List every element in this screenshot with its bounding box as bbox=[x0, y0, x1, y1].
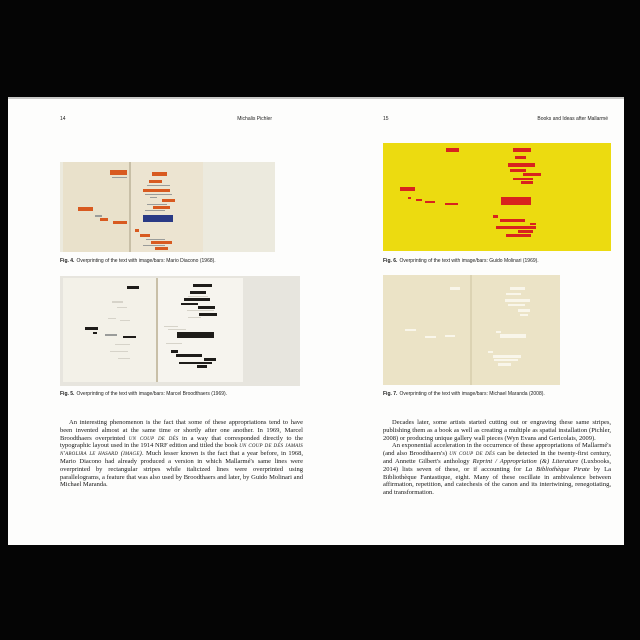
book-spread bbox=[8, 97, 624, 545]
art-bar bbox=[506, 234, 531, 237]
art-bar bbox=[445, 335, 455, 337]
art-bar bbox=[518, 230, 533, 233]
art-bar bbox=[177, 332, 214, 338]
art-bar bbox=[470, 275, 472, 385]
art-bar bbox=[193, 284, 212, 287]
art-bar bbox=[416, 199, 422, 201]
art-bar bbox=[188, 296, 208, 297]
art-bar bbox=[506, 293, 521, 295]
art-bar bbox=[188, 317, 201, 318]
art-bar bbox=[145, 194, 172, 195]
art-bar bbox=[95, 215, 102, 217]
art-bar bbox=[496, 226, 536, 229]
art-bar bbox=[530, 223, 536, 226]
body-paragraph: An interesting phenomenon is the fact that some of these appropriations tend to have been invented almost at the same time or shortly after one another. In 1969, Marcel Broodthaers overprinted un coup de dés in a way that corresponded directly to the typographic layout used in the 1914 NRF edition and titled the book un coup de dés jamais n'abolira le hasard (image). Much lesser known is the fact that a year before, in 1968, Mario Diacono had already produced a version in which Mallarmé's same lines were overprinted by rectangular stripes while italicized lines were overprinted using parallelograms, a feature that was also used by Broodthaers and later, by Guido Molinari and Michael Maranda. bbox=[60, 419, 304, 489]
figure-4-caption-text: Overprinting of the text with image/bars: Mario Diacono (1968). bbox=[76, 258, 216, 264]
figure-6-caption-text: Overprinting of the text with image/bars: Guido Molinari (1969). bbox=[399, 258, 539, 264]
art-bar bbox=[425, 201, 435, 203]
art-bar bbox=[501, 197, 531, 205]
art-bar bbox=[510, 287, 525, 290]
art-bar bbox=[494, 359, 518, 361]
right-page-folio: 15 bbox=[383, 116, 389, 122]
right-page-body-text bbox=[383, 419, 611, 497]
art-bar bbox=[181, 303, 198, 305]
art-bar bbox=[63, 278, 156, 382]
art-bar bbox=[162, 199, 175, 202]
figure-7-caption-text: Overprinting of the text with image/bars: Michael Maranda (2008). bbox=[399, 391, 545, 397]
art-bar bbox=[115, 344, 130, 345]
art-bar bbox=[500, 334, 526, 338]
art-bar bbox=[112, 301, 123, 303]
art-bar bbox=[113, 221, 127, 224]
art-bar bbox=[513, 178, 533, 180]
art-bar bbox=[147, 204, 167, 205]
art-bar bbox=[518, 309, 530, 312]
art-bar bbox=[112, 177, 127, 178]
art-bar bbox=[190, 291, 206, 294]
art-bar bbox=[164, 326, 178, 327]
art-bar bbox=[166, 343, 182, 344]
black-letterbox-top bbox=[0, 0, 640, 97]
figure-7-caption bbox=[383, 391, 545, 397]
art-bar bbox=[129, 162, 131, 252]
art-bar bbox=[493, 215, 498, 218]
figure-6-molinari-image bbox=[383, 143, 611, 251]
art-bar bbox=[168, 329, 186, 330]
art-bar bbox=[93, 332, 97, 334]
art-bar bbox=[156, 278, 158, 382]
art-bar bbox=[187, 310, 214, 311]
art-bar bbox=[100, 218, 108, 221]
art-bar bbox=[147, 185, 170, 186]
art-bar bbox=[143, 215, 173, 222]
art-bar bbox=[198, 306, 215, 309]
art-bar bbox=[445, 203, 458, 205]
art-bar bbox=[176, 354, 202, 357]
art-bar bbox=[521, 181, 533, 184]
art-bar bbox=[496, 331, 501, 333]
art-bar bbox=[425, 336, 436, 338]
art-bar bbox=[145, 210, 165, 211]
art-bar bbox=[171, 350, 178, 353]
figure-4-label: Fig. 4. bbox=[60, 258, 75, 264]
art-bar bbox=[118, 358, 130, 359]
art-bar bbox=[110, 351, 128, 352]
art-bar bbox=[500, 219, 525, 222]
art-bar bbox=[405, 329, 416, 331]
art-bar bbox=[155, 247, 168, 250]
figure-5-caption bbox=[60, 391, 227, 397]
art-bar bbox=[204, 358, 216, 361]
left-running-head: Michalis Pichler bbox=[237, 116, 272, 122]
art-bar bbox=[197, 365, 207, 368]
art-bar bbox=[179, 362, 212, 364]
art-bar bbox=[508, 163, 535, 167]
art-bar bbox=[149, 180, 162, 183]
art-bar bbox=[488, 351, 493, 353]
art-bar bbox=[78, 207, 93, 211]
art-bar bbox=[146, 239, 165, 240]
art-bar bbox=[450, 287, 460, 290]
art-bar bbox=[105, 334, 117, 336]
art-bar bbox=[151, 241, 172, 244]
figure-5-broodthaers-image bbox=[60, 276, 300, 386]
body-paragraph: Decades later, some artists started cutting out or engraving these same stripes, publishing them as a book as well as creating a multiple as spatial installation (Pichler, 2008) or producing unique gallery wall pieces (Wyn Evans and Gericolais, 2009). bbox=[383, 419, 611, 442]
art-bar bbox=[150, 197, 157, 199]
art-bar bbox=[408, 197, 411, 199]
art-bar bbox=[523, 173, 541, 177]
figure-4-diacono-image bbox=[60, 162, 275, 252]
art-bar bbox=[140, 234, 150, 237]
left-page-body-text bbox=[60, 419, 303, 489]
art-bar bbox=[515, 156, 526, 159]
left-page-folio: 14 bbox=[60, 116, 66, 122]
art-bar bbox=[127, 286, 139, 289]
figure-6-label: Fig. 6. bbox=[383, 258, 398, 264]
art-bar bbox=[63, 162, 129, 252]
art-bar bbox=[400, 187, 415, 191]
art-bar bbox=[152, 172, 167, 176]
art-bar bbox=[184, 298, 210, 301]
art-bar bbox=[110, 170, 127, 175]
figure-5-caption-text: Overprinting of the text with image/bars: Marcel Broodthaers (1969). bbox=[76, 391, 228, 397]
art-bar bbox=[505, 299, 530, 302]
body-paragraph: An exponential acceleration in the occurrence of these appropriations of Mallarmé's (and also Broodthaers's) un coup de dés can be detected in the twenty-first century, and Annette Gilbert's anthology Reprint / Appropriation (&) Literature (Luxbooks, 2014) lists seven of these, or if accounting for La Bibliothèque Pirate by La Bibliothèque Fantastique, eight. Many of these oscillate in ambivalence between affirmation, repetition, and catechesis of the canon and its intertwining, renegotiating, and transformation. bbox=[383, 442, 612, 497]
figure-7-maranda-image bbox=[383, 275, 560, 385]
art-bar bbox=[508, 304, 525, 306]
art-bar bbox=[120, 320, 130, 321]
art-bar bbox=[493, 355, 521, 358]
black-letterbox-bottom bbox=[0, 545, 640, 640]
art-bar bbox=[520, 314, 528, 316]
art-bar bbox=[143, 245, 165, 246]
art-bar bbox=[123, 336, 136, 338]
art-bar bbox=[383, 143, 611, 251]
art-bar bbox=[498, 363, 511, 366]
art-bar bbox=[446, 148, 459, 152]
art-bar bbox=[85, 327, 98, 330]
art-bar bbox=[510, 169, 526, 172]
art-bar bbox=[108, 318, 116, 319]
art-bar bbox=[117, 307, 127, 308]
right-running-head: Books and Ideas after Mallarmé bbox=[537, 116, 608, 122]
figure-7-label: Fig. 7. bbox=[383, 391, 398, 397]
art-bar bbox=[513, 148, 531, 152]
art-bar bbox=[135, 229, 139, 232]
art-bar bbox=[199, 313, 217, 316]
art-bar bbox=[153, 206, 170, 209]
figure-4-caption bbox=[60, 258, 216, 264]
figure-5-label: Fig. 5. bbox=[60, 391, 75, 397]
figure-6-caption bbox=[383, 258, 539, 264]
art-bar bbox=[143, 189, 170, 192]
